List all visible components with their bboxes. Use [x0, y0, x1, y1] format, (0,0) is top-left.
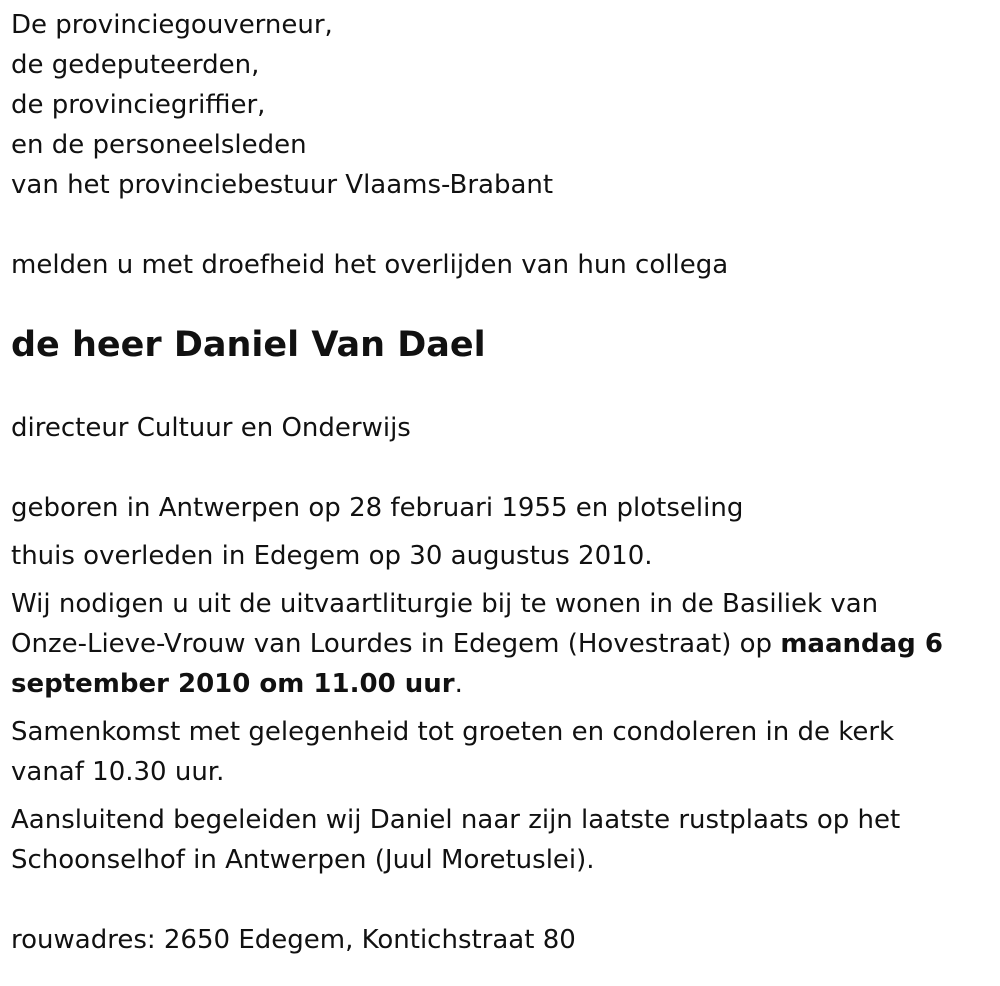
- funeral-line-1: Wij nodigen u uit de uitvaartliturgie bij te wonen in de Basiliek van: [11, 589, 879, 619]
- burial-line-1: Aansluitend begeleiden wij Daniel naar zijn laatste rustplaats op het: [11, 805, 901, 835]
- death-line: [11, 536, 986, 576]
- sender-line: van het provinciebestuur Vlaams-Brabant: [11, 170, 554, 200]
- funeral-period: .: [454, 669, 463, 699]
- funeral-paragraph: [11, 584, 986, 704]
- gathering-line-1: Samenkomst met gelegenheid tot groeten en condoleren in de kerk: [11, 717, 895, 747]
- sender-line: De provinciegouverneur,: [11, 10, 333, 40]
- sender-line: de provinciegriffier,: [11, 90, 266, 120]
- deceased-role: directeur Cultuur en Onderwijs: [11, 413, 411, 443]
- obituary-notice: [11, 0, 986, 960]
- sender-line: de gedeputeerden,: [11, 50, 260, 80]
- mourning-address: rouwadres: 2650 Edegem, Kontichstraat 80: [11, 925, 576, 955]
- burial-paragraph: [11, 800, 986, 880]
- burial-line-2: Schoonselhof in Antwerpen (Juul Moretuslei).: [11, 845, 595, 875]
- death-line-text: thuis overleden in Edegem op 30 augustus 2010.: [11, 541, 653, 571]
- birth-line: geboren in Antwerpen op 28 februari 1955 en plotseling: [11, 493, 744, 523]
- gathering-paragraph: [11, 712, 986, 792]
- funeral-line-3: [11, 664, 986, 704]
- senders-block: [11, 5, 986, 205]
- funeral-time-bold: september 2010 om 11.00 uur: [11, 669, 455, 699]
- gathering-line-2: vanaf 10.30 uur.: [11, 757, 225, 787]
- announcement-text: melden u met droefheid het overlijden van hun collega: [11, 250, 729, 280]
- sender-line: en de personeelsleden: [11, 130, 307, 160]
- funeral-line-2: [11, 624, 986, 664]
- funeral-date-bold: maandag 6: [780, 629, 943, 659]
- deceased-name: de heer Daniel Van Dael: [11, 325, 486, 365]
- funeral-location-text: Onze-Lieve-Vrouw van Lourdes in Edegem (Hovestraat) op: [11, 629, 781, 659]
